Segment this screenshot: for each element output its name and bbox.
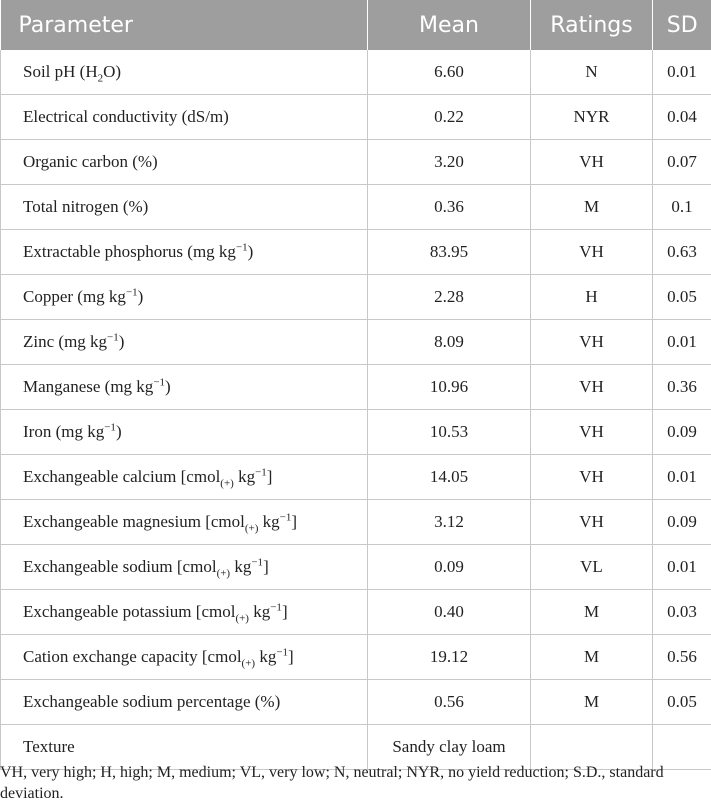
parameter-text-sup: −1	[276, 646, 289, 659]
parameter-text-sup: −1	[279, 511, 292, 524]
cell-parameter	[1, 365, 368, 410]
parameter-text-mid: kg	[230, 557, 252, 576]
table-row	[1, 320, 711, 365]
cell-sd: 0.05	[653, 680, 711, 725]
cell-rating: NYR	[531, 95, 653, 140]
parameter-text-post: O)	[103, 62, 122, 81]
cell-rating: VH	[531, 455, 653, 500]
table-row	[1, 545, 711, 590]
parameter-text-sub: (+)	[244, 522, 259, 535]
table-row	[1, 410, 711, 455]
parameter-text-pre: Extractable phosphorus (mg kg	[23, 242, 236, 261]
parameter-text-pre: Cation exchange capacity [cmol	[23, 647, 242, 666]
cell-sd: 0.01	[653, 320, 711, 365]
cell-parameter	[1, 95, 368, 140]
parameter-text-post: ]	[281, 602, 288, 621]
cell-rating: M	[531, 635, 653, 680]
parameter-text-post: )	[137, 287, 144, 306]
parameter-text-pre: Organic carbon (%)	[23, 152, 158, 171]
cell-mean: 83.95	[368, 230, 531, 275]
parameter-text-sup: −1	[251, 556, 264, 569]
cell-sd: 0.01	[653, 50, 711, 95]
cell-sd: 0.63	[653, 230, 711, 275]
cell-mean: 0.40	[368, 590, 531, 635]
cell-mean: Sandy clay loam	[368, 725, 531, 770]
cell-mean: 3.20	[368, 140, 531, 185]
parameter-text-mid: kg	[248, 602, 271, 621]
cell-rating: VL	[531, 545, 653, 590]
cell-sd: 0.05	[653, 275, 711, 320]
parameter-text-mid: kg	[233, 467, 256, 486]
parameter-text-pre: Copper (mg kg	[23, 287, 126, 306]
cell-parameter	[1, 455, 368, 500]
cell-mean: 10.96	[368, 365, 531, 410]
parameter-text-pre: Total nitrogen (%)	[23, 197, 149, 216]
cell-rating: VH	[531, 500, 653, 545]
header-parameter: Parameter	[1, 0, 368, 50]
parameter-text-pre: Exchangeable calcium [cmol	[23, 467, 221, 486]
parameter-text-post: )	[165, 377, 171, 396]
header-sd: SD	[653, 0, 711, 50]
parameter-text-pre: Exchangeable sodium percentage (%)	[23, 692, 281, 711]
cell-parameter	[1, 50, 368, 95]
table-footnote: VH, very high; H, high; M, medium; VL, very low; N, neutral; NYR, no yield reduction; S.D., standard deviation.	[0, 764, 664, 802]
cell-parameter	[1, 185, 368, 230]
cell-parameter	[1, 680, 368, 725]
parameter-text-pre: Exchangeable potassium [cmol	[23, 602, 236, 621]
parameter-text-sub: (+)	[235, 612, 249, 625]
cell-rating: VH	[531, 230, 653, 275]
cell-mean: 0.09	[368, 545, 531, 590]
parameter-text-sup: −1	[235, 241, 248, 254]
cell-sd: 0.01	[653, 545, 711, 590]
parameter-text-mid: kg	[255, 647, 277, 666]
cell-rating: M	[531, 185, 653, 230]
table-row	[1, 500, 711, 545]
cell-parameter	[1, 410, 368, 455]
cell-parameter	[1, 590, 368, 635]
parameter-text-mid: kg	[258, 512, 280, 531]
table-row	[1, 680, 711, 725]
cell-mean: 3.12	[368, 500, 531, 545]
cell-sd: 0.07	[653, 140, 711, 185]
cell-mean: 2.28	[368, 275, 531, 320]
cell-rating: H	[531, 275, 653, 320]
parameter-text-sup: −1	[255, 466, 267, 479]
parameter-text-post: )	[247, 242, 254, 261]
cell-rating: VH	[531, 140, 653, 185]
cell-sd: 0.1	[653, 185, 711, 230]
parameter-text-post: ]	[263, 557, 269, 576]
parameter-text-sup: −1	[104, 421, 116, 434]
parameter-text-post: )	[118, 332, 125, 351]
parameter-text-sup: −1	[125, 286, 138, 299]
parameter-text-post: ]	[288, 647, 294, 666]
cell-mean: 0.22	[368, 95, 531, 140]
cell-rating: VH	[531, 320, 653, 365]
cell-rating: M	[531, 590, 653, 635]
parameter-text-post: ]	[266, 467, 273, 486]
cell-mean: 10.53	[368, 410, 531, 455]
table-row	[1, 185, 711, 230]
parameter-text-pre: Electrical conductivity (dS/m)	[23, 107, 229, 126]
cell-parameter	[1, 275, 368, 320]
table-row	[1, 455, 711, 500]
table-header-row	[1, 0, 711, 50]
cell-sd: 0.09	[653, 500, 711, 545]
cell-rating: VH	[531, 410, 653, 455]
cell-mean: 0.56	[368, 680, 531, 725]
cell-parameter	[1, 140, 368, 185]
parameter-text-pre: Exchangeable magnesium [cmol	[23, 512, 245, 531]
header-mean: Mean	[368, 0, 531, 50]
header-ratings: Ratings	[531, 0, 653, 50]
parameter-text-pre: Zinc (mg kg	[23, 332, 108, 351]
cell-parameter	[1, 320, 368, 365]
cell-mean: 8.09	[368, 320, 531, 365]
table-row	[1, 590, 711, 635]
table-row	[1, 365, 711, 410]
cell-mean: 14.05	[368, 455, 531, 500]
cell-mean: 6.60	[368, 50, 531, 95]
table-row	[1, 275, 711, 320]
table-row	[1, 635, 711, 680]
table-row	[1, 140, 711, 185]
parameter-text-pre: Soil pH (H	[23, 62, 98, 81]
cell-rating: N	[531, 50, 653, 95]
cell-sd: 0.04	[653, 95, 711, 140]
cell-sd: 0.03	[653, 590, 711, 635]
cell-parameter	[1, 230, 368, 275]
cell-parameter	[1, 500, 368, 545]
cell-sd: 0.09	[653, 410, 711, 455]
table-row	[1, 50, 711, 95]
cell-sd: 0.01	[653, 455, 711, 500]
cell-rating: M	[531, 680, 653, 725]
parameter-text-post: ]	[291, 512, 298, 531]
parameter-text-sup: −1	[153, 376, 166, 389]
table-row	[1, 95, 711, 140]
cell-parameter	[1, 545, 368, 590]
parameter-text-sub: (+)	[216, 567, 231, 580]
parameter-text-post: )	[115, 422, 122, 441]
parameter-text-pre: Exchangeable sodium [cmol	[23, 557, 217, 576]
parameter-text-pre: Manganese (mg kg	[23, 377, 154, 396]
table-row	[1, 230, 711, 275]
parameter-text-pre: Iron (mg kg	[23, 422, 105, 441]
parameter-text-sub: 2	[97, 72, 104, 85]
parameter-text-sup: −1	[270, 601, 282, 614]
cell-rating: VH	[531, 365, 653, 410]
cell-mean: 19.12	[368, 635, 531, 680]
parameter-text-sub: (+)	[241, 657, 256, 670]
cell-mean: 0.36	[368, 185, 531, 230]
parameter-text-sub: (+)	[220, 477, 234, 490]
cell-sd: 0.36	[653, 365, 711, 410]
cell-parameter	[1, 635, 368, 680]
cell-sd: 0.56	[653, 635, 711, 680]
parameter-text-pre: Texture	[23, 737, 75, 756]
parameter-text-sup: −1	[107, 331, 119, 344]
